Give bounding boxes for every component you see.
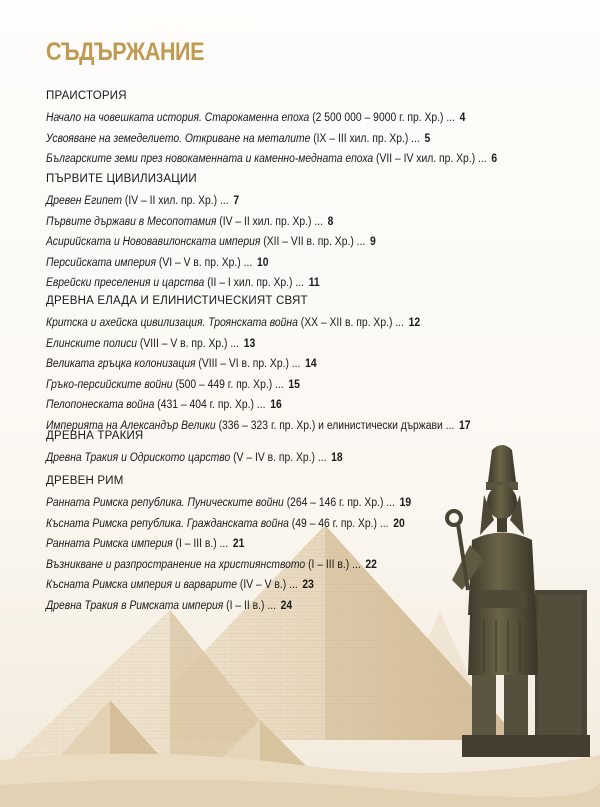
entry-title: Възникване и разпространение на християнството — [46, 558, 306, 571]
entry-page: 6 — [491, 153, 498, 165]
entry-dates: (VIII – VI в. пр. Хр.) ... — [198, 358, 301, 370]
entry-page: 12 — [408, 317, 421, 329]
entry-dates: (I – III в.) ... — [175, 538, 229, 550]
entry-page: 17 — [458, 419, 471, 432]
entry-dates: (XX – XII в. пр. Хр.) ... — [300, 317, 404, 329]
entry-dates: (VIII – V в. пр. Хр.) ... — [139, 337, 240, 350]
entry-title: Древен Египет — [46, 195, 123, 207]
toc-entry[interactable] — [46, 253, 532, 274]
entry-page: 4 — [459, 112, 466, 124]
entry-dates: (49 – 46 г. пр. Хр.) ... — [291, 517, 389, 530]
toc-entry[interactable] — [46, 273, 532, 294]
toc-entry[interactable] — [46, 354, 532, 375]
toc-entry[interactable] — [46, 448, 532, 469]
entry-page: 19 — [399, 497, 412, 509]
entry-title: Първите държави в Месопотамия — [46, 215, 217, 228]
entry-dates: (XII – VII в. пр. Хр.) ... — [263, 236, 366, 248]
entry-title: Ранната Римска република. Пуническите войни — [46, 497, 284, 509]
toc-entry[interactable] — [46, 596, 532, 617]
entry-page: 21 — [232, 538, 245, 550]
entry-dates: (VI – V в. пр. Хр.) ... — [158, 256, 253, 269]
entry-dates: (336 – 323 г. пр. Хр.) и елинистически държави ... — [218, 419, 455, 432]
entry-page: 23 — [302, 579, 314, 591]
section-heading: ПЪРВИТЕ ЦИВИЛИЗАЦИИ — [46, 173, 197, 185]
entry-dates: (V – IV в. пр. Хр.) ... — [233, 452, 327, 464]
toc-section-ancient-greece — [46, 293, 586, 436]
entry-page: 13 — [243, 337, 256, 350]
section-heading: ДРЕВЕН РИМ — [46, 475, 124, 487]
entry-dates: (IX – III хил. пр. Хр.) ... — [313, 132, 420, 145]
toc-entry[interactable] — [46, 534, 532, 555]
entry-title: Персийската империя — [46, 256, 157, 269]
entry-title: Критска и ахейска цивилизация. Троянската война — [46, 317, 298, 329]
entry-dates: (431 – 404 г. пр. Хр.) ... — [157, 399, 266, 411]
page-title: СЪДЪРЖАНИЕ — [46, 38, 204, 66]
toc-entry[interactable] — [46, 129, 532, 150]
entry-title: Начало на човешката история. Старокаменна епоха — [46, 112, 310, 124]
entry-page: 9 — [369, 236, 376, 248]
entry-title: Древна Тракия в Римската империя — [46, 599, 224, 612]
entry-page: 22 — [365, 558, 377, 571]
toc-section-prehistory — [46, 88, 586, 170]
entry-page: 8 — [327, 215, 334, 228]
toc-entry[interactable] — [46, 493, 532, 514]
entry-dates: (II – I хил. пр. Хр.) ... — [207, 277, 305, 289]
entry-page: 7 — [233, 195, 240, 207]
entry-title: Великата гръцка колонизация — [46, 358, 196, 370]
entry-dates: (VII – IV хил. пр. Хр.) ... — [376, 153, 487, 165]
toc-entry[interactable] — [46, 334, 532, 355]
section-heading: ПРАИСТОРИЯ — [46, 90, 127, 102]
entry-title: Късната Римска империя и варварите — [46, 579, 237, 591]
entry-title: Империята на Александър Велики — [46, 419, 216, 432]
entry-page: 10 — [256, 256, 269, 269]
entry-dates: (264 – 146 г. пр. Хр.) ... — [286, 497, 395, 509]
entry-page: 20 — [393, 517, 405, 530]
entry-dates: (2 500 000 – 9000 г. пр. Хр.) ... — [312, 112, 455, 124]
toc-entry[interactable] — [46, 191, 532, 212]
entry-title: Пелопонеската война — [46, 399, 155, 411]
entry-title: Еврейски преселения и царства — [46, 277, 205, 289]
entry-page: 5 — [424, 132, 431, 145]
entry-dates: (IV – II хил. пр. Хр.) ... — [219, 215, 323, 228]
toc-entry[interactable] — [46, 395, 532, 416]
toc-entry[interactable] — [46, 514, 532, 535]
entry-dates: (IV – II хил. пр. Хр.) ... — [124, 195, 229, 207]
toc-section-ancient-thrace — [46, 428, 586, 469]
entry-page: 24 — [280, 599, 293, 612]
entry-title: Ранната Римска империя — [46, 538, 173, 550]
toc-entry[interactable] — [46, 313, 532, 334]
section-heading: ДРЕВНА ЕЛАДА И ЕЛИНИСТИЧЕСКИЯТ СВЯТ — [46, 295, 308, 307]
entry-title: Асирийската и Нововавилонската империя — [46, 236, 261, 248]
toc-entry[interactable] — [46, 575, 532, 596]
toc-entry[interactable] — [46, 212, 532, 233]
toc-section-first-civilizations — [46, 171, 586, 294]
entry-title: Късната Римска република. Гражданската война — [46, 517, 289, 530]
entry-page: 18 — [331, 452, 343, 464]
entry-dates: (I – II в.) ... — [226, 599, 276, 612]
section-heading: ДРЕВНА ТРАКИЯ — [46, 430, 144, 442]
toc-entry[interactable] — [46, 555, 532, 576]
entry-title: Гръко-персийските войни — [46, 378, 173, 391]
toc-entry[interactable] — [46, 375, 532, 396]
toc-section-ancient-rome — [46, 473, 586, 616]
toc-entry[interactable] — [46, 149, 532, 170]
toc-entry[interactable] — [46, 108, 532, 129]
entry-title: Българските земи през новокаменната и каменно-медната епоха — [46, 153, 374, 165]
entry-dates: (I – III в.) ... — [308, 558, 361, 571]
entry-page: 15 — [288, 378, 300, 391]
entry-title: Усвояване на земеделието. Откриване на металите — [46, 132, 311, 145]
entry-page: 14 — [305, 358, 317, 370]
entry-title: Древна Тракия и Одриското царство — [46, 452, 231, 464]
entry-page: 16 — [270, 399, 282, 411]
entry-dates: (500 – 449 г. пр. Хр.) ... — [175, 378, 284, 391]
entry-dates: (IV – V в.) ... — [239, 579, 298, 591]
entry-page: 11 — [308, 277, 320, 289]
toc-entry[interactable] — [46, 232, 532, 253]
entry-title: Елинските полиси — [46, 337, 138, 350]
